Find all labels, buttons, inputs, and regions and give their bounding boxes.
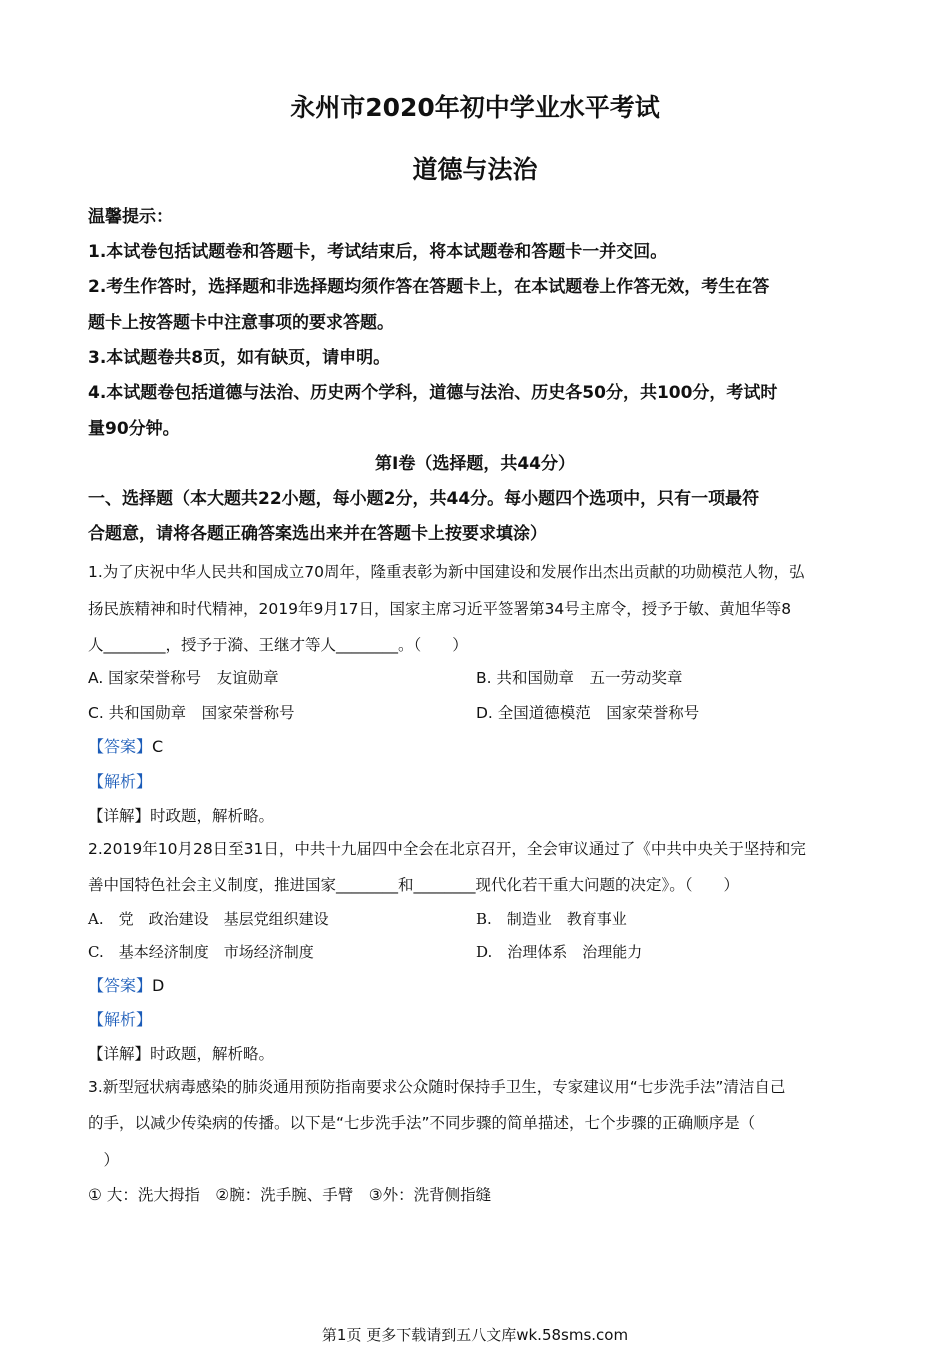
subject-title: 道德与法治: [412, 155, 538, 184]
exam-title: 永州市2020年初中学业水平考试: [290, 93, 660, 122]
notice-item: 2.考生作答时，选择题和非选择题均须作答在答题卡上，在本试题卷上作答无效，考生在答: [88, 277, 770, 297]
question-1-option-c: C. 共和国勋章 国家荣誉称号: [88, 704, 295, 722]
question-2-stem: 2.2019年10月28日至31日，中共十九届四中全会在北京召开，全会审议通过了《中共中央关于坚持和完: [88, 840, 806, 858]
question-2-option-d: D. 治理体系 治理能力: [476, 943, 643, 961]
part-title: 一、选择题（本大题共22小题，每小题2分，共44分。每小题四个选项中，只有一项最符: [88, 489, 760, 509]
question-1-option-b: B. 共和国勋章 五一劳动奖章: [476, 669, 683, 687]
question-1-stem: 扬民族精神和时代精神，2019年9月17日，国家主席习近平签署第34号主席令，授予于敏、黄旭华等8: [88, 600, 792, 618]
page-footer: 第1页 更多下载请到五八文库wk.58sms.com: [321, 1326, 629, 1344]
answer-label: 【答案】: [88, 737, 153, 756]
question-1-stem: 人________，授予于漪、王继才等人________。（ ）: [88, 636, 468, 654]
question-2-option-a: A. 党 政治建设 基层党组织建设: [88, 910, 329, 928]
question-2-stem: 善中国特色社会主义制度，推进国家________和________现代化若干重大问题的决定》。（ ）: [88, 876, 740, 894]
question-1-stem: 1.为了庆祝中华人民共和国成立70周年，隆重表彰为新中国建设和发展作出杰出贡献的功勋模范人物，弘: [88, 563, 805, 581]
question-2-answer: [88, 976, 164, 996]
answer-value: D: [152, 976, 165, 995]
notice-item: 量90分钟。: [88, 419, 180, 439]
notice-item: 1.本试卷包括试题卷和答题卡，考试结束后，将本试题卷和答题卡一并交回。: [88, 242, 668, 262]
question-1-analysis-label: 【解析】: [88, 772, 153, 791]
question-2-option-c: C. 基本经济制度 市场经济制度: [88, 943, 314, 961]
notice-item: 4.本试题卷包括道德与法治、历史两个学科，道德与法治、历史各50分，共100分，考试时: [88, 383, 778, 403]
answer-label: 【答案】: [88, 976, 153, 995]
notice-heading: 温馨提示：: [88, 207, 173, 227]
part-title: 合题意，请将各题正确答案选出来并在答题卡上按要求填涂）: [88, 524, 547, 544]
question-1-answer: [88, 737, 163, 757]
question-2-option-b: B. 制造业 教育事业: [476, 910, 627, 928]
question-1-option-d: D. 全国道德模范 国家荣誉称号: [476, 704, 700, 722]
volume-title: 第Ⅰ卷（选择题，共44分）: [375, 454, 575, 474]
question-3-steps: ① 大：洗大拇指 ②腕：洗手腕、手臂 ③外：洗背侧指缝: [88, 1186, 492, 1204]
answer-value: C: [152, 737, 164, 756]
question-1-detail: 【详解】时政题，解析略。: [88, 807, 275, 825]
question-3-stem: 的手，以减少传染病的传播。以下是“七步洗手法”不同步骤的简单描述，七个步骤的正确顺序是（: [88, 1114, 756, 1132]
notice-item: 题卡上按答题卡中注意事项的要求答题。: [88, 313, 394, 333]
question-3-stem: 3.新型冠状病毒感染的肺炎通用预防指南要求公众随时保持手卫生，专家建议用“七步洗手法”清洁自己: [88, 1078, 786, 1096]
question-2-analysis-label: 【解析】: [88, 1010, 153, 1029]
question-3-stem: ）: [88, 1151, 120, 1169]
question-1-option-a: A. 国家荣誉称号 友谊勋章: [88, 669, 279, 687]
question-2-detail: 【详解】时政题，解析略。: [88, 1045, 275, 1063]
notice-item: 3.本试题卷共8页，如有缺页，请申明。: [88, 348, 391, 368]
